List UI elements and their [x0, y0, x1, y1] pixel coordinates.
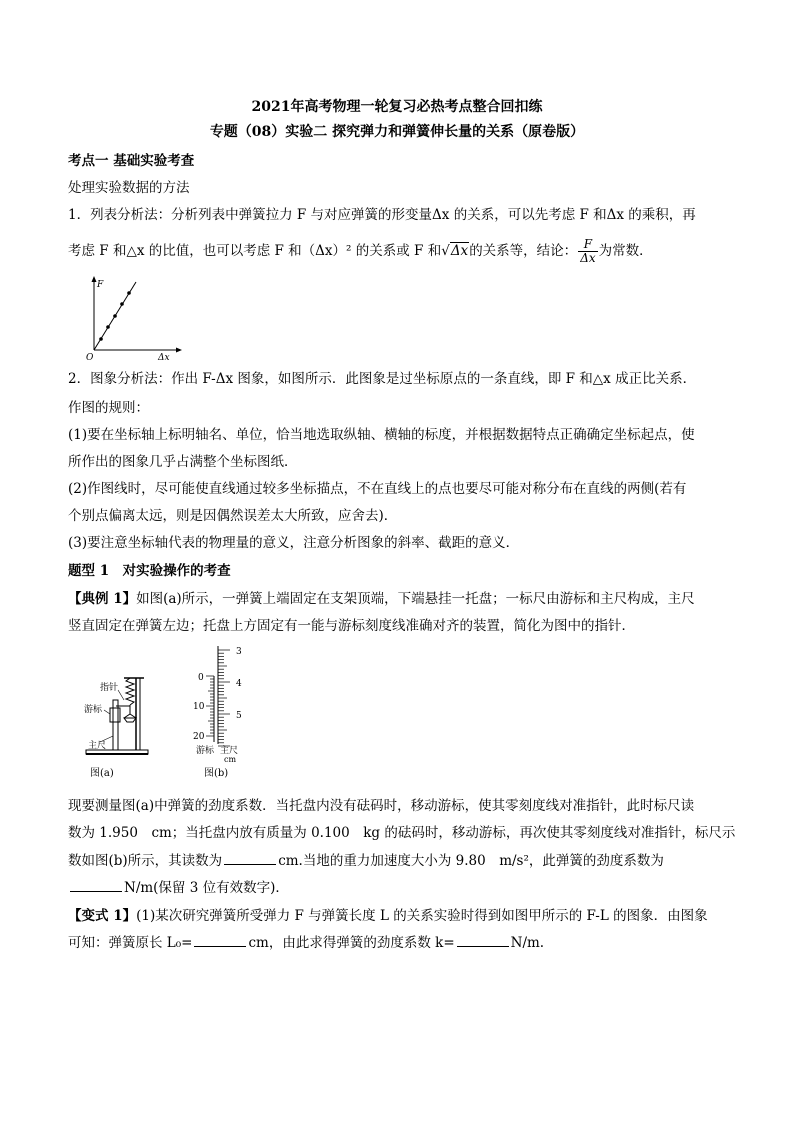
rules-heading: 作图的规则： [68, 400, 149, 416]
origin-label: O [86, 353, 94, 360]
label-main-b: 主尺 [220, 746, 239, 756]
topic-heading: 题型 1 对实验操作的考查 [68, 563, 231, 579]
example-1a-text: 如图(a)所示，一弹簧上端固定在支架顶端，下端悬挂一托盘；一标尺由游标和主尺构成，主尺 [136, 591, 695, 607]
y-axis-arrow [92, 276, 97, 282]
section-heading: 考点一 基础实验考查 [68, 153, 195, 169]
example-1a [68, 589, 695, 609]
variant-1a-text: (1)某次研究弹簧所受弹力 F 与弹簧长度 L 的关系实验时得到如图甲所示的 F-L 的图象．由图象 [136, 908, 708, 924]
tray [124, 718, 136, 722]
rule-3: (3)要注意坐标轴代表的物理量的意义，注意分析图象的斜率、截距的意义． [68, 535, 520, 551]
main-scale-ticks [218, 650, 230, 746]
data-point [127, 291, 131, 295]
figure-a-apparatus [84, 670, 164, 782]
example-1e-pre: 数如图(b)所示，其读数为 [68, 853, 223, 869]
rule-1b: 所作出的图象几乎占满整个坐标图纸． [68, 454, 298, 470]
variant-tag: 【变式 1】 [68, 908, 137, 924]
variant-1b-post: N/m. [510, 935, 545, 951]
document-title: 2021年高考物理一轮复习必热考点整合回扣练 [251, 99, 543, 115]
answer-blank-reading [224, 852, 276, 865]
example-1f [68, 878, 289, 898]
vernier-tick-20: 20 [193, 732, 205, 742]
answer-blank-k [70, 879, 122, 892]
label-vernier: 游标 [84, 705, 103, 715]
document-subtitle: 专题（08）实验二 探究弹力和弹簧伸长量的关系（原卷版） [209, 124, 585, 140]
example-1e-post: cm.当地的重力加速度大小为 9.80 m/s²，此弹簧的劲度系数为 [278, 853, 664, 869]
paragraph-1b [68, 238, 653, 265]
variant-1b [68, 933, 544, 953]
fraction-numerator: F [578, 238, 597, 252]
paragraph-2: 2．图象分析法：作出 F-Δx 图象，如图所示．此图象是过坐标原点的一条直线，即 F 和△x 成正比关系． [68, 371, 697, 387]
tray-string [130, 714, 136, 718]
variant-1a [68, 906, 708, 926]
sqrt-symbol: √ [441, 243, 450, 259]
example-1b: 竖直固定在弹簧左边；托盘上方固定有一能与游标刻度线准确对齐的装置，简化为图中的指针． [68, 618, 635, 634]
main-tick-4: 4 [236, 679, 242, 689]
pointer-leader [118, 690, 124, 700]
paragraph-1a: 1．列表分析法：分析列表中弹簧拉力 F 与对应弹簧的形变量Δx 的关系，可以先考虑 F 和Δx 的乘积，再 [68, 207, 696, 223]
x-axis-label: Δx [158, 353, 170, 360]
data-point [120, 302, 124, 306]
paragraph-1b-post: 为常数． [598, 243, 653, 259]
y-axis-label: F [97, 280, 104, 290]
example-1c: 现要测量图(a)中弹簧的劲度系数．当托盘内没有砝码时，移动游标，使其零刻度线对准指针，此时标尺读 [68, 798, 695, 814]
rule-1a: (1)要在坐标轴上标明轴名、单位，恰当地选取纵轴、横轴的标度，并根据数据特点正确确定坐标起点，使 [68, 427, 695, 443]
rule-2b: 个别点偏离太远，则是因偶然误差太大所致，应舍去)． [68, 508, 398, 524]
vernier-tick-10: 10 [193, 702, 205, 712]
example-1d: 数为 1.950 cm；当托盘内放有质量为 0.100 kg 的砝码时，移动游标，再次使其零刻度线对准指针，标尺示 [68, 825, 736, 841]
example-tag: 【典例 1】 [68, 591, 137, 607]
vernier-tick-0: 0 [198, 673, 204, 683]
label-pointer: 指针 [100, 683, 119, 693]
vernier-leader [104, 710, 110, 714]
fraction-denominator: Δx [580, 251, 596, 265]
data-point [113, 314, 117, 318]
data-point [106, 325, 110, 329]
vernier-ticks [206, 676, 214, 736]
x-axis-arrow [176, 348, 182, 353]
main-tick-5: 5 [236, 711, 242, 721]
paragraph-1b-mid: 的关系等，结论： [469, 243, 578, 259]
example-1e [68, 851, 664, 871]
answer-blank-l0 [194, 934, 246, 947]
answer-blank-k2 [457, 934, 509, 947]
variant-1b-pre: 可知：弹簧原长 L₀= [68, 935, 193, 951]
paragraph-1b-pre: 考虑 F 和△x 的比值，也可以考虑 F 和（Δx）² 的关系或 F 和 [68, 243, 442, 259]
label-main-scale: 主尺 [88, 741, 107, 751]
tray-string [124, 714, 130, 718]
figure-b-caption: 图(b) [204, 768, 229, 779]
data-point [99, 337, 103, 341]
ratio-fraction [578, 238, 597, 265]
main-tick-3: 3 [236, 647, 242, 657]
spring [126, 678, 134, 705]
section-subheading: 处理实验数据的方法 [68, 180, 190, 196]
f-dx-graph [84, 276, 184, 360]
label-vernier-b: 游标 [196, 746, 215, 756]
sqrt-content: Δx [450, 243, 469, 259]
example-1f-post: N/m(保留 3 位有效数字)． [124, 880, 289, 896]
rule-2a: (2)作图线时，尽可能使直线通过较多坐标描点，不在直线上的点也要尽可能对称分布在直线的两侧(若有 [68, 481, 687, 497]
variant-1b-mid: cm，由此求得弹簧的劲度系数 k= [248, 935, 455, 951]
figure-a-caption: 图(a) [90, 768, 114, 779]
unit-label: cm [224, 755, 237, 764]
figure-b-vernier [188, 642, 260, 782]
